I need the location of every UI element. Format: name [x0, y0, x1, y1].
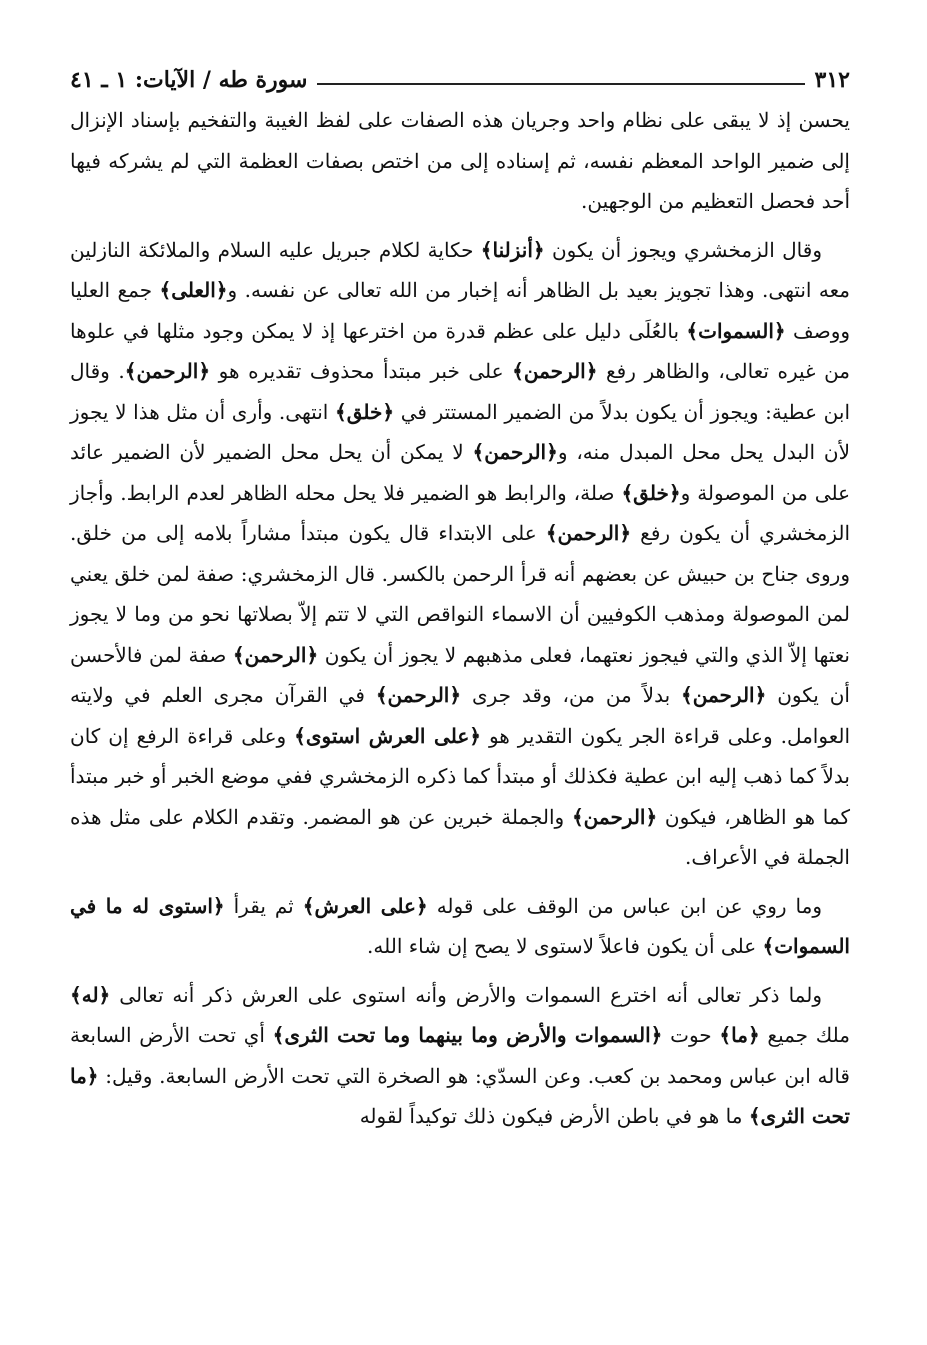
text-run: وقال الزمخشري ويجوز أن يكون — [544, 237, 822, 262]
quran-quote: ﴿الرحمن﴾ — [472, 440, 558, 464]
text-run: انتهى. وأرى أن مثل هذا لا يجوز لأن البدل يحل محل المبدل منه، و — [70, 399, 850, 464]
text-run: وما روي عن ابن عباس من الوقف على قوله — [427, 893, 822, 918]
quran-quote: ﴿السموات﴾ — [686, 318, 786, 343]
paragraph — [70, 100, 850, 222]
quran-quote: ﴿الرحمن﴾ — [545, 521, 632, 545]
quran-quote: ﴿الرحمن﴾ — [124, 359, 211, 383]
quran-quote: ﴿الرحمن﴾ — [232, 642, 319, 667]
quran-quote: ﴿أنزلنا﴾ — [480, 237, 545, 262]
text-run: لا يمكن أن يحل محل الضمير لأن الضمير عائد على من الموصولة و — [70, 440, 850, 505]
text-run: في القرآن مجرى العلم في ولايته العوامل. وعلى قراءة الجر يكون التقدير هو — [70, 683, 850, 748]
page-number: ٣١٢ — [814, 67, 850, 93]
quran-quote: ﴿الرحمن﴾ — [512, 359, 598, 383]
quran-quote: ﴿الرحمن﴾ — [681, 683, 767, 707]
text-run: ثم يقرأ — [224, 893, 303, 918]
quran-quote: ﴿ما﴾ — [719, 1023, 760, 1047]
text-run: ملك جميع — [759, 1023, 850, 1047]
quran-quote: ﴿استوى له ما في السموات﴾ — [70, 893, 850, 958]
text-run: على الابتداء قال يكون مبتدأ مشاراً بلامه إلى من خلق. وروى جناح بن حبيش عن بعضهم أنه قرأ الرحمن بالكسر. قال الزمخشري: صفة لمن خلق يعني لمن الموصولة ومذهب الكوفيين أن الاسماء النواقص التي لا تتم إلاّ بصلاتها نحو من وما لا يجوز نعتها إلاّ الذي والتي فيجوز نعتهما، فعلى مذهبهم لا يجوز أن يكون — [70, 521, 851, 667]
text-run: ولما ذكر تعالى أنه اخترع السموات والأرض وأنه استوى على العرش ذكر أنه تعالى — [110, 982, 822, 1007]
text-run: على خبر مبتدأ محذوف تقديره هو — [210, 359, 513, 383]
quran-quote: ﴿له﴾ — [70, 982, 111, 1007]
quran-quote: ﴿على العرش استوى﴾ — [294, 723, 481, 748]
paragraph — [70, 975, 850, 1137]
text-run: يحسن إذ لا يبقى على نظام واحد وجريان هذه الصفات على لفظ الغيبة والتفخيم بإسناد الإنزال إلى ضمير الواحد المعظم نفسه، ثم إسناده إلى من اختص بصفات العظمة التي لم يشركه فيها أحد فحصل التعظيم من الوجهين. — [70, 108, 850, 213]
text-run: صفة لمن فالأحسن أن يكون — [70, 642, 850, 707]
text-run: بدلاً من من، وقد جرى — [461, 683, 682, 707]
text-run: جمع العليا ووصف — [70, 278, 851, 343]
paragraph — [70, 886, 850, 967]
quran-quote: ﴿ما تحت الثرى﴾ — [70, 1063, 850, 1128]
text-run: أي تحت الأرض السابعة قاله ابن عباس ومحمد بن كعب. وعن السدّي: هو الصخرة التي تحت الأرض السابعة. وقيل: — [70, 1023, 850, 1088]
commentary-text — [70, 100, 850, 1137]
header-rule — [317, 83, 804, 85]
text-run: على أن يكون فاعلاً لاستوى لا يصح إن شاء الله. — [367, 934, 763, 958]
surah-reference: سورة طه / الآيات: ١ ـ ٤١ — [70, 67, 308, 93]
text-run: صلة، والرابط هو الضمير فلا يحل محله الظاهر لعدم الرابط. وأجاز الزمخشري أن يكون رفع — [70, 480, 850, 545]
quran-quote: ﴿خلق﴾ — [621, 480, 681, 505]
text-run: حكاية لكلام جبريل عليه السلام والملائكة النازلين معه انتهى. وهذا تجويز بعيد بل الظاهر أنه إخبار من الله تعالى عن نفسه. و — [70, 237, 850, 302]
text-run: والجملة خبرين عن هو المضمر. وتقدم الكلام على مثل هذه الجملة في الأعراف. — [70, 804, 850, 869]
quran-quote: ﴿الرحمن﴾ — [375, 683, 462, 707]
quran-quote: ﴿العلى﴾ — [159, 278, 228, 302]
running-header — [70, 60, 850, 100]
quran-quote: ﴿السموات والأرض وما بينهما وما تحت الثرى﴾ — [272, 1023, 663, 1047]
text-run: بالعُلَى دليل على عظم قدرة من اخترعها إذ لا يمكن وجود مثلها في علوها من غيره تعالى، والظاهر رفع — [70, 318, 851, 383]
page-body — [70, 60, 850, 1137]
text-run: . وقال ابن عطية: ويجوز أن يكون بدلاً من الضمير المستتر في — [70, 359, 851, 424]
quran-quote: ﴿الرحمن﴾ — [571, 804, 658, 829]
quran-quote: ﴿على العرش﴾ — [302, 893, 428, 918]
text-run: حوت — [662, 1023, 720, 1047]
paragraph — [70, 230, 850, 878]
text-run: ما هو في باطن الأرض فيكون ذلك توكيداً لقوله — [359, 1104, 749, 1128]
text-run: وعلى قراءة الرفع إن كان بدلاً كما ذهب إليه ابن عطية فكذلك أو مبتدأ كما ذكره الزمخشري ففي موضع الخبر أو خبر مبتدأ كما هو الظاهر، فيكون — [70, 723, 850, 829]
quran-quote: ﴿خلق﴾ — [334, 399, 395, 424]
